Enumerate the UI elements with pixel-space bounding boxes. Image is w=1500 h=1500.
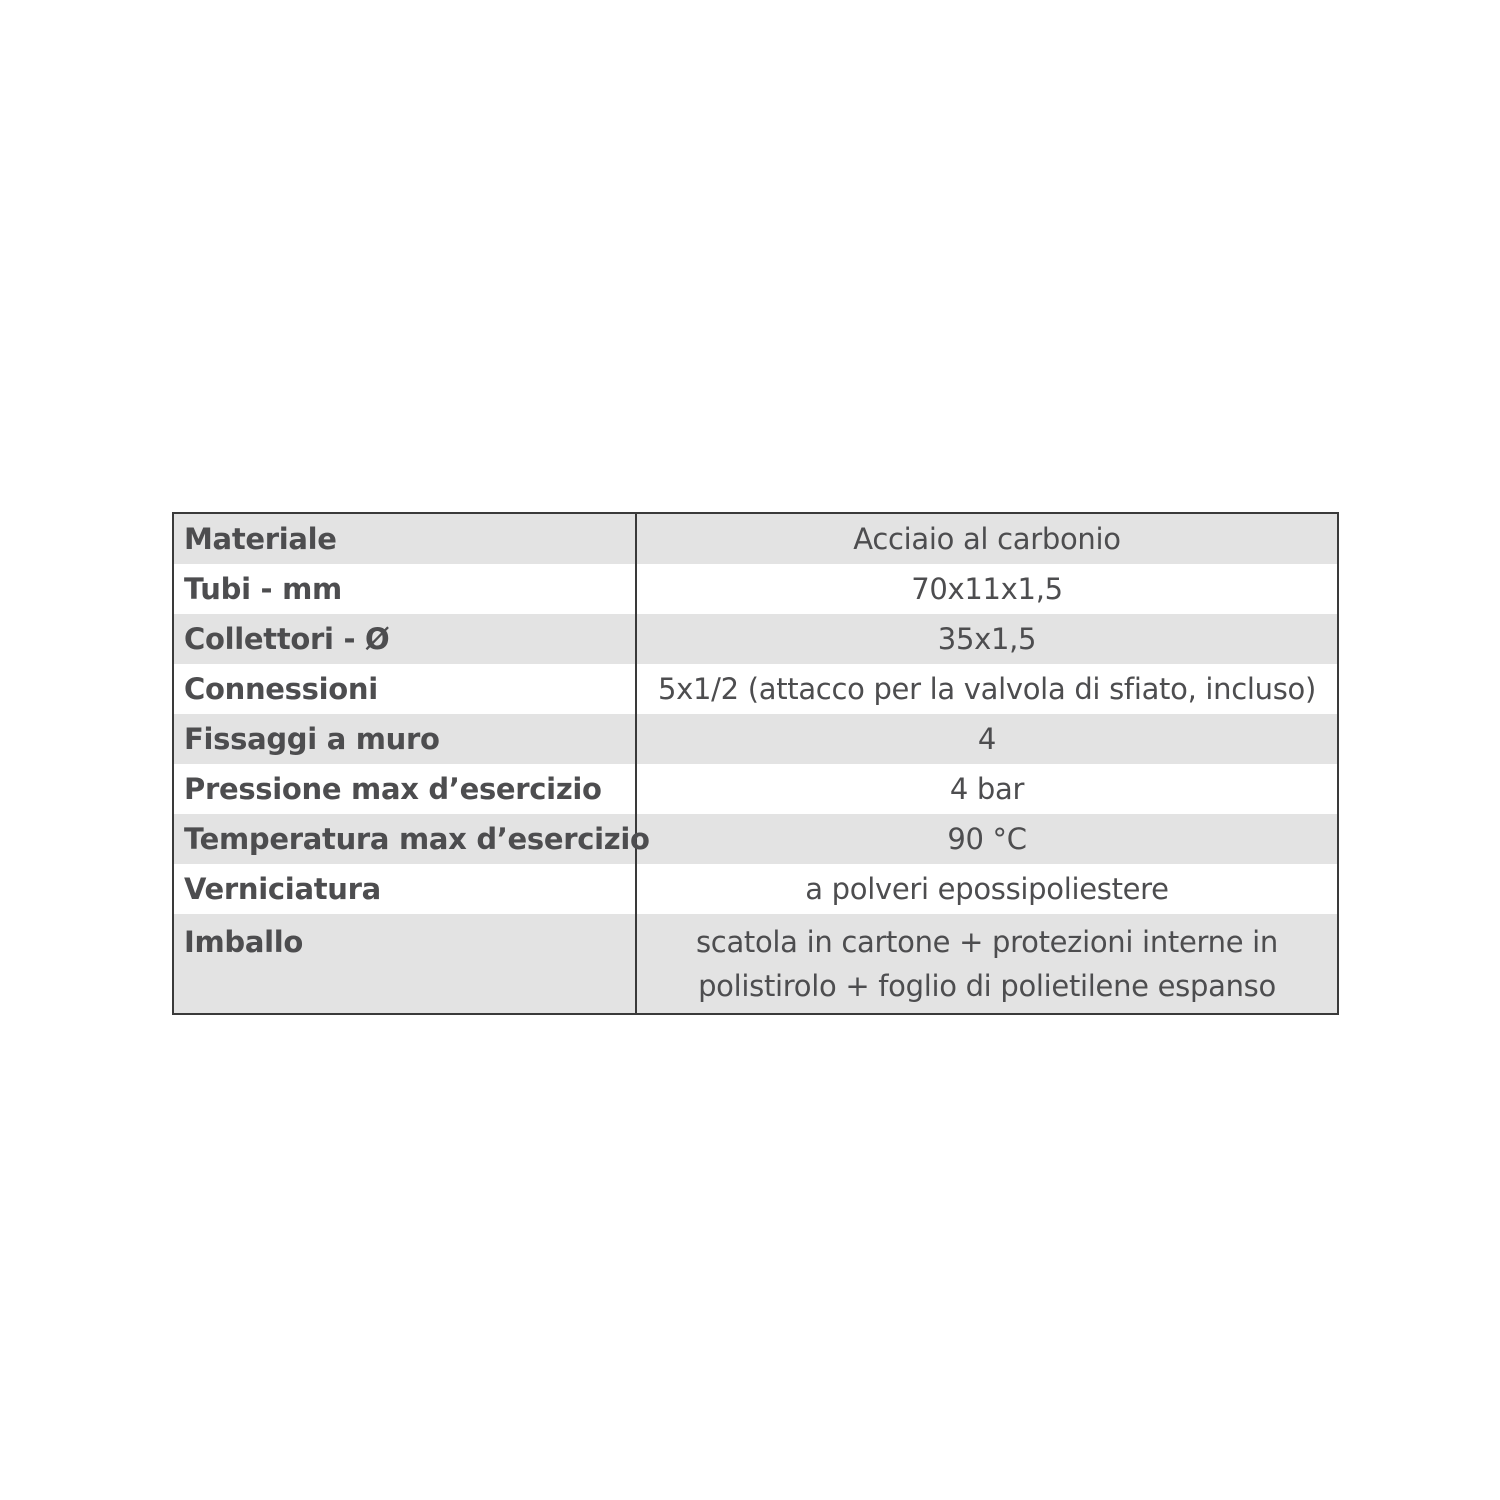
spec-value-temperatura: 90 °C xyxy=(636,814,1338,864)
spec-value-imballo-line: scatola in cartone + protezioni interne in xyxy=(695,925,1278,959)
spec-value-fissaggi: 4 xyxy=(636,714,1338,764)
table-row xyxy=(173,664,1338,714)
spec-label-tubi: Tubi - mm xyxy=(173,564,636,614)
spec-value-imballo-line: polistirolo + foglio di polietilene espanso xyxy=(698,969,1276,1003)
table-row xyxy=(173,864,1338,914)
spec-value-imballo xyxy=(636,914,1338,1014)
spec-label-materiale: Materiale xyxy=(173,513,636,564)
spec-value-materiale: Acciaio al carbonio xyxy=(636,513,1338,564)
spec-label-collettori: Collettori - Ø xyxy=(173,614,636,664)
table-row xyxy=(173,764,1338,814)
table-row xyxy=(173,513,1338,564)
table-row xyxy=(173,814,1338,864)
spec-value-connessioni: 5x1/2 (attacco per la valvola di sfiato, incluso) xyxy=(636,664,1338,714)
spec-value-collettori: 35x1,5 xyxy=(636,614,1338,664)
spec-label-temperatura: Temperatura max d’esercizio xyxy=(173,814,636,864)
spec-label-fissaggi: Fissaggi a muro xyxy=(173,714,636,764)
spec-value-tubi: 70x11x1,5 xyxy=(636,564,1338,614)
spec-label-imballo: Imballo xyxy=(173,914,636,1014)
spec-value-pressione: 4 bar xyxy=(636,764,1338,814)
specifications-table xyxy=(172,512,1339,1015)
spec-value-verniciatura: a polveri epossipoliestere xyxy=(636,864,1338,914)
table-row xyxy=(173,914,1338,1014)
table-row xyxy=(173,614,1338,664)
table-row xyxy=(173,564,1338,614)
spec-label-pressione: Pressione max d’esercizio xyxy=(173,764,636,814)
spec-label-connessioni: Connessioni xyxy=(173,664,636,714)
table-row xyxy=(173,714,1338,764)
spec-label-verniciatura: Verniciatura xyxy=(173,864,636,914)
